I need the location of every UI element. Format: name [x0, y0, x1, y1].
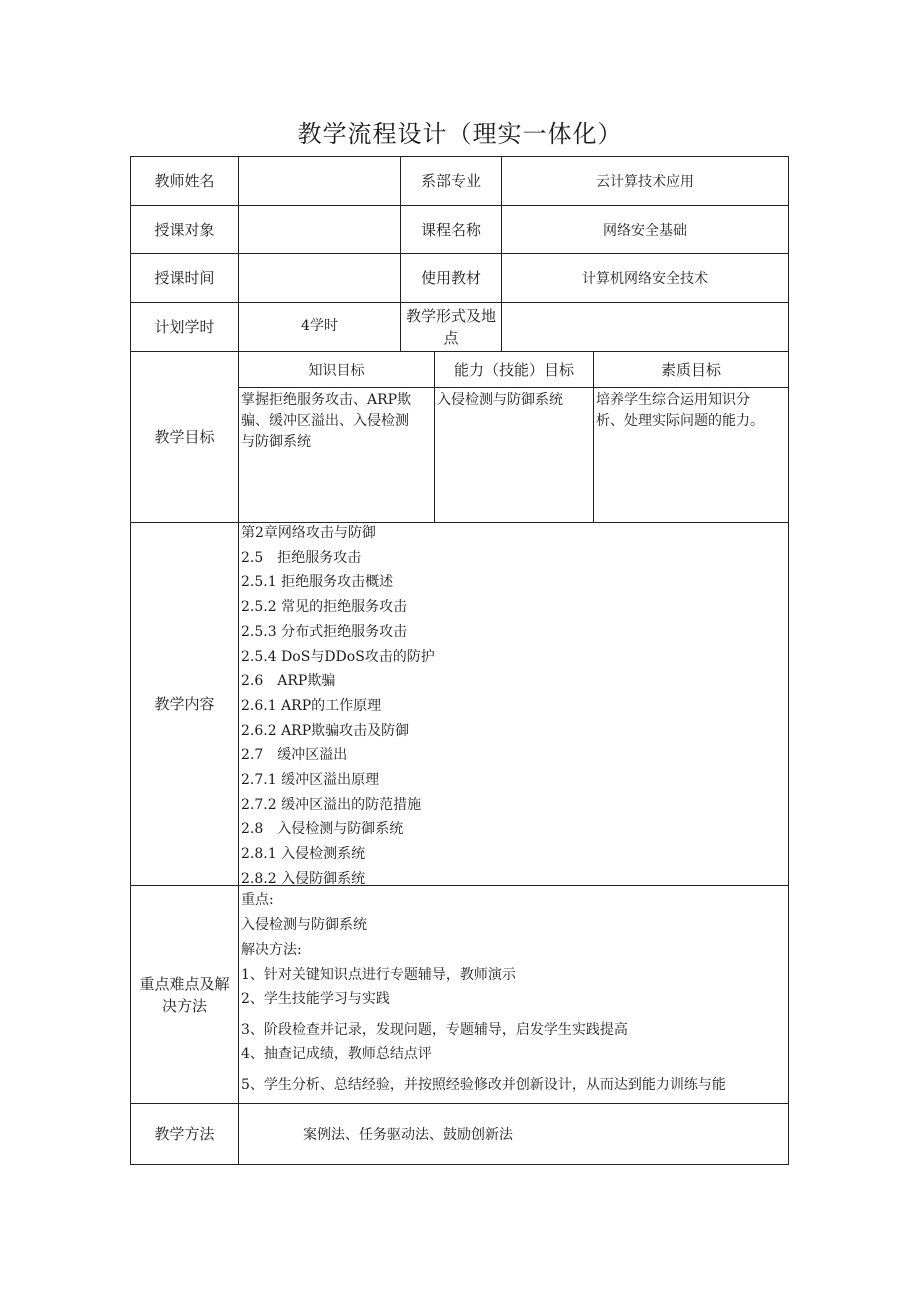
solution-item: 5、学生分析、总结经验，并按照经验修改并创新设计，从而达到能力训练与能 — [241, 1077, 726, 1093]
content-item: 2.7.1 缓冲区溢出原理 — [241, 772, 380, 789]
objectives-label: 教学目标 — [154, 428, 215, 446]
department-value: 云计算技术应用 — [596, 174, 694, 190]
time-label: 授课时间 — [154, 269, 215, 287]
department-label: 系部专业 — [420, 172, 481, 190]
skill-objective-header: 能力（技能）目标 — [453, 360, 574, 379]
skill-line: 入侵检测与防御系统 — [437, 392, 563, 408]
methods-label: 教学方法 — [154, 1125, 215, 1143]
methods-value: 案例法、任务驱动法、鼓励创新法 — [303, 1127, 513, 1143]
students-value — [239, 206, 400, 253]
content-item: 2.5.4 DoS与DDoS攻击的防护 — [241, 648, 435, 665]
form-location-label — [401, 303, 501, 351]
time-value — [239, 254, 400, 302]
focus-text: 入侵检测与防御系统 — [241, 917, 367, 933]
teacher-name-label: 教师姓名 — [154, 172, 215, 190]
skill-objective-text — [435, 390, 593, 520]
page-title: 教学流程设计（理实一体化） — [297, 120, 623, 148]
textbook-value: 计算机网络安全技术 — [582, 271, 708, 287]
teacher-name-value — [239, 157, 400, 205]
content-item: 2.6.1 ARP的工作原理 — [241, 697, 382, 714]
content-item: 2.6 ARP欺骗 — [241, 673, 336, 690]
knowledge-objective-text — [239, 390, 434, 520]
content-label: 教学内容 — [154, 695, 215, 713]
knowledge-line: 掌握拒绝服务攻击、ARP欺 — [241, 392, 412, 408]
solution-item: 4、抽查记成绩，教师总结点评 — [241, 1046, 432, 1062]
content-item: 2.8.1 入侵检测系统 — [241, 846, 366, 863]
solution-item: 3、阶段检查并记录，发现问题，专题辅导，启发学生实践提高 — [241, 1022, 628, 1038]
hours-label: 计划学时 — [154, 318, 215, 336]
content-item: 2.5.1 拒绝服务攻击概述 — [241, 574, 394, 591]
solution-item: 1、针对关键知识点进行专题辅导，教师演示 — [241, 967, 516, 983]
form-location-label-line1: 教学形式及地 — [405, 307, 496, 325]
course-label: 课程名称 — [420, 220, 481, 239]
quality-objective-header: 素质目标 — [660, 360, 721, 379]
students-label: 授课对象 — [154, 220, 215, 239]
keypoints-label — [131, 886, 238, 1103]
quality-objective-text — [594, 390, 788, 520]
textbook-label: 使用教材 — [420, 269, 481, 287]
content-item: 2.7 缓冲区溢出 — [241, 747, 348, 764]
course-value: 网络安全基础 — [603, 222, 687, 239]
content-item: 第2章网络攻击与防御 — [241, 525, 376, 541]
content-item: 2.7.2 缓冲区溢出的防范措施 — [241, 796, 422, 813]
knowledge-line: 与防御系统 — [241, 434, 311, 450]
focus-heading: 重点: — [241, 892, 274, 908]
knowledge-line: 骗、缓冲区溢出、入侵检测 — [241, 413, 409, 429]
content-list — [239, 521, 787, 885]
quality-line: 析、处理实际问题的能力。 — [596, 413, 764, 429]
content-item: 2.8.2 入侵防御系统 — [241, 870, 366, 885]
form-location-value — [502, 303, 788, 351]
solution-item: 2、学生技能学习与实践 — [241, 991, 390, 1007]
form-location-label-line2: 点 — [443, 329, 459, 347]
content-item: 2.5 拒绝服务攻击 — [241, 549, 362, 566]
content-item: 2.8 入侵检测与防御系统 — [241, 821, 404, 838]
quality-line: 培养学生综合运用知识分 — [596, 392, 750, 408]
content-item: 2.5.2 常见的拒绝服务攻击 — [241, 599, 408, 616]
solution-heading: 解决方法: — [241, 942, 302, 958]
content-item: 2.5.3 分布式拒绝服务攻击 — [241, 623, 408, 640]
content-item: 2.6.2 ARP欺骗攻击及防御 — [241, 722, 410, 739]
keypoints-text — [239, 886, 787, 1103]
keypoints-label-line2: 决方法 — [161, 996, 207, 1015]
knowledge-objective-header: 知识目标 — [308, 362, 365, 379]
hours-value: 4学时 — [301, 318, 338, 334]
keypoints-label-line1: 重点难点及解 — [139, 974, 230, 993]
